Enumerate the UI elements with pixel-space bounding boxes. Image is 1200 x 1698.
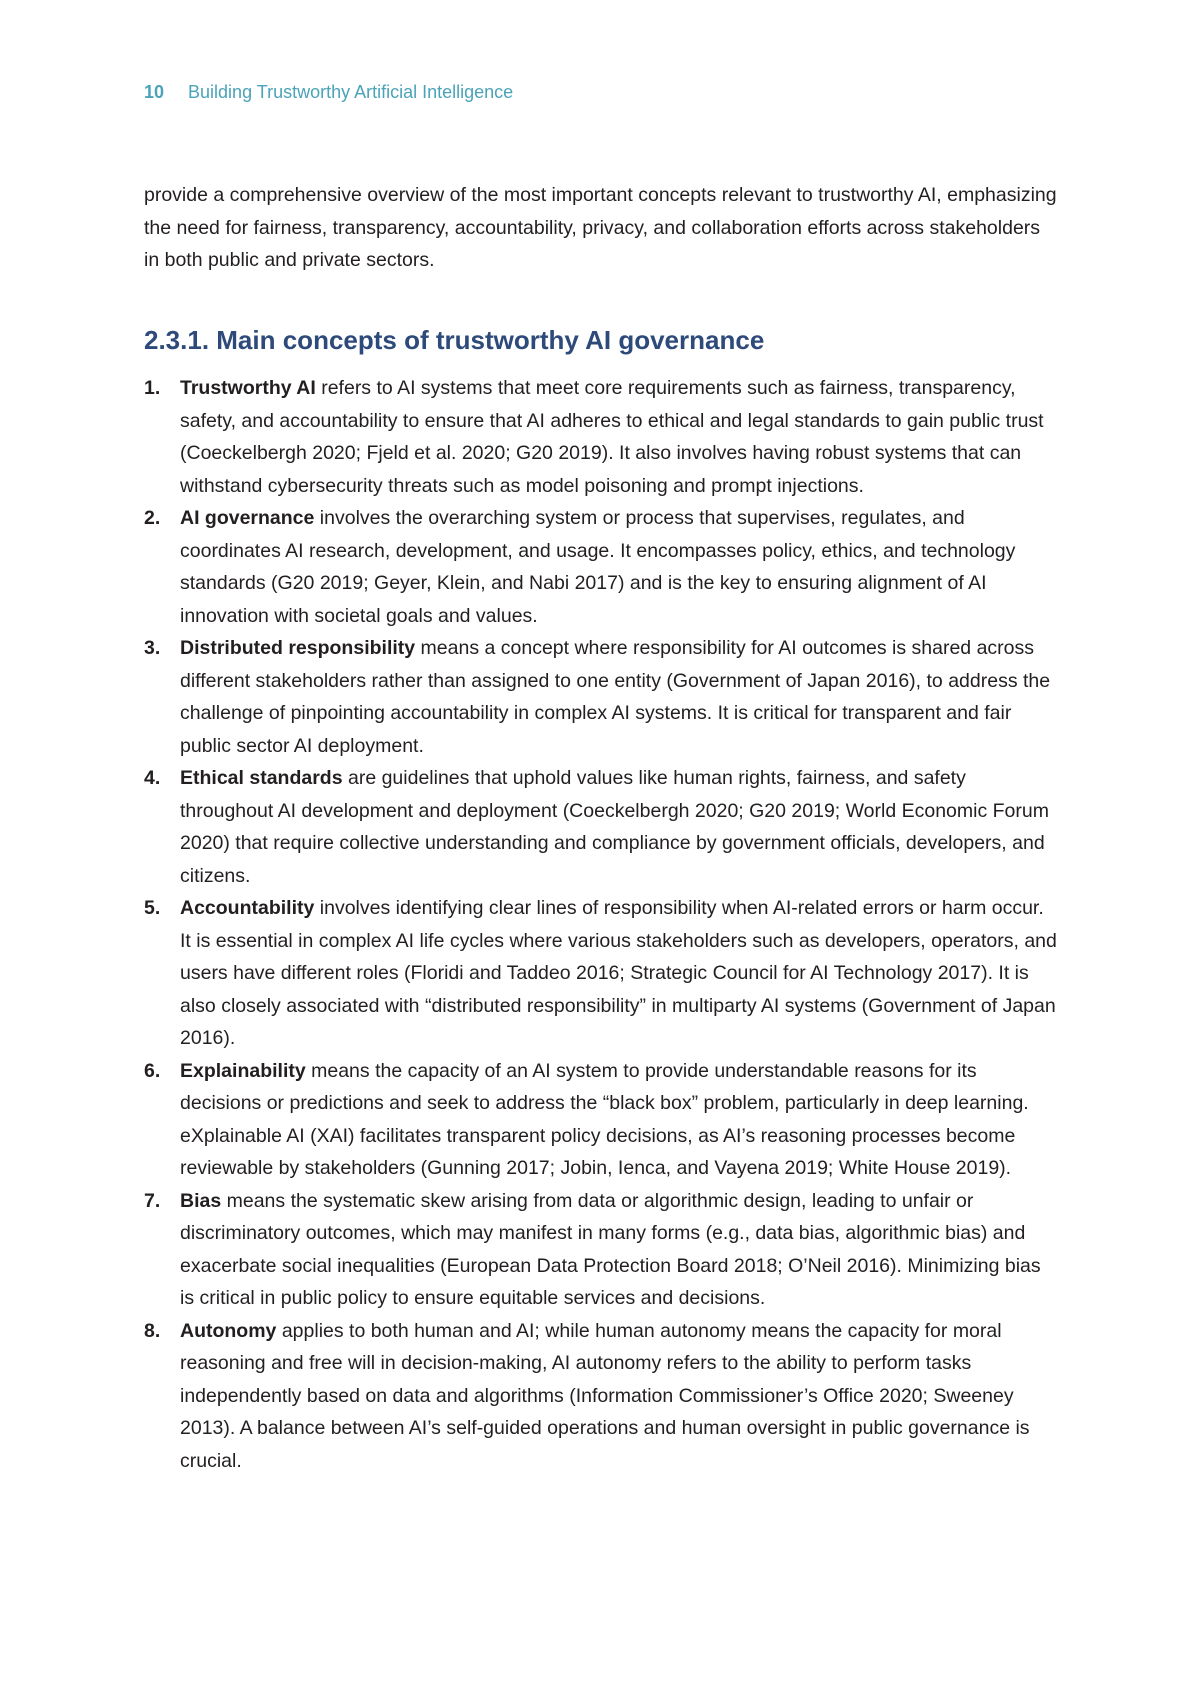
concept-definition: refers to AI systems that meet core requirements such as fairness, transparency, safety, and accountability to ensure that AI adheres to ethical and legal standards to gain public trust (Coeckelbergh 2020; Fjeld et al. 2020; G20 2019). It also involves having robust systems that can withstand cybersecurity threats such as model poisoning and prompt injections. [180,377,1044,497]
concept-definition: involves identifying clear lines of responsibility when AI-related errors or harm occur. It is essential in complex AI life cycles where various stakeholders such as developers, operators, and users have different roles (Floridi and Taddeo 2016; Strategic Council for AI Technology 2017). It is also closely associated with “distributed responsibility” in multiparty AI systems (Government of Japan 2016). [180,897,1057,1049]
item-number: 4. [144,767,161,789]
concept-definition: means a concept where responsibility for AI outcomes is shared across different stakeholders rather than assigned to one entity (Government of Japan 2016), to address the challenge of pinpointing accountability in complex AI systems. It is critical for transparent and fair public sector AI deployment. [180,637,1051,757]
concept-term: Trustworthy AI [180,377,316,399]
item-number: 5. [144,897,161,919]
running-title: Building Trustworthy Artificial Intelligence [188,82,514,102]
concept-term: Explainability [180,1059,306,1082]
concept-item [144,1185,1059,1315]
concept-term: Ethical standards [180,767,343,789]
concept-item [144,502,1059,632]
running-header [144,82,513,103]
concept-definition: means the systematic skew arising from data or algorithmic design, leading to unfair or discriminatory outcomes, which may manifest in many forms (e.g., data bias, algorithmic bias) and exacerbate social inequalities (European Data Protection Board 2018; O’Neil 2016). Minimizing bias is critical in public policy to ensure equitable services and decisions. [180,1189,1041,1309]
concept-item [144,372,1059,502]
item-number: 3. [144,637,161,659]
item-number: 8. [144,1319,161,1342]
item-number: 1. [144,377,161,399]
concept-item [144,762,1059,892]
concept-list [144,372,1059,1477]
concept-term: AI governance [180,507,315,529]
page-number: 10 [144,82,165,102]
item-number: 6. [144,1059,161,1082]
concept-item [144,1315,1059,1478]
concept-item [144,632,1059,762]
concept-term: Distributed responsibility [180,637,416,659]
concept-definition: are guidelines that uphold values like human rights, fairness, and safety throughout AI development and deployment (Coeckelbergh 2020; G20 2019; World Economic Forum 2020) that require collective understanding and compliance by government officials, developers, and citizens. [180,767,1049,887]
concept-term: Bias [180,1189,222,1212]
concept-definition: involves the overarching system or process that supervises, regulates, and coordinates AI research, development, and usage. It encompasses policy, ethics, and technology standards (G20 2019; Geyer, Klein, and Nabi 2017) and is the key to ensuring alignment of AI innovation with societal goals and values. [180,507,1016,627]
concept-item [144,892,1059,1055]
concept-term: Accountability [180,897,315,919]
item-number: 2. [144,507,161,529]
intro-paragraph: provide a comprehensive overview of the most important concepts relevant to trustworthy AI, emphasizing the need for fairness, transparency, accountability, privacy, and collaboration efforts across stakeholders in both public and private sectors. [144,184,1057,271]
concept-definition: means the capacity of an AI system to provide understandable reasons for its decisions or predictions and seek to address the “black box” problem, particularly in deep learning. eXplainable AI (XAI) facilitates transparent policy decisions, as AI’s reasoning processes become reviewable by stakeholders (Gunning 2017; Jobin, Ienca, and Vayena 2019; White House 2019). [180,1059,1029,1179]
section-heading: 2.3.1. Main concepts of trustworthy AI governance [144,325,765,355]
concept-term: Autonomy [180,1319,277,1342]
concept-item [144,1055,1059,1185]
item-number: 7. [144,1189,161,1212]
concept-definition: applies to both human and AI; while human autonomy means the capacity for moral reasoning and free will in decision-making, AI autonomy refers to the ability to perform tasks independently based on data and algorithms (Information Commissioner’s Office 2020; Sweeney 2013). A balance between AI’s self-guided operations and human oversight in public governance is crucial. [180,1319,1030,1472]
